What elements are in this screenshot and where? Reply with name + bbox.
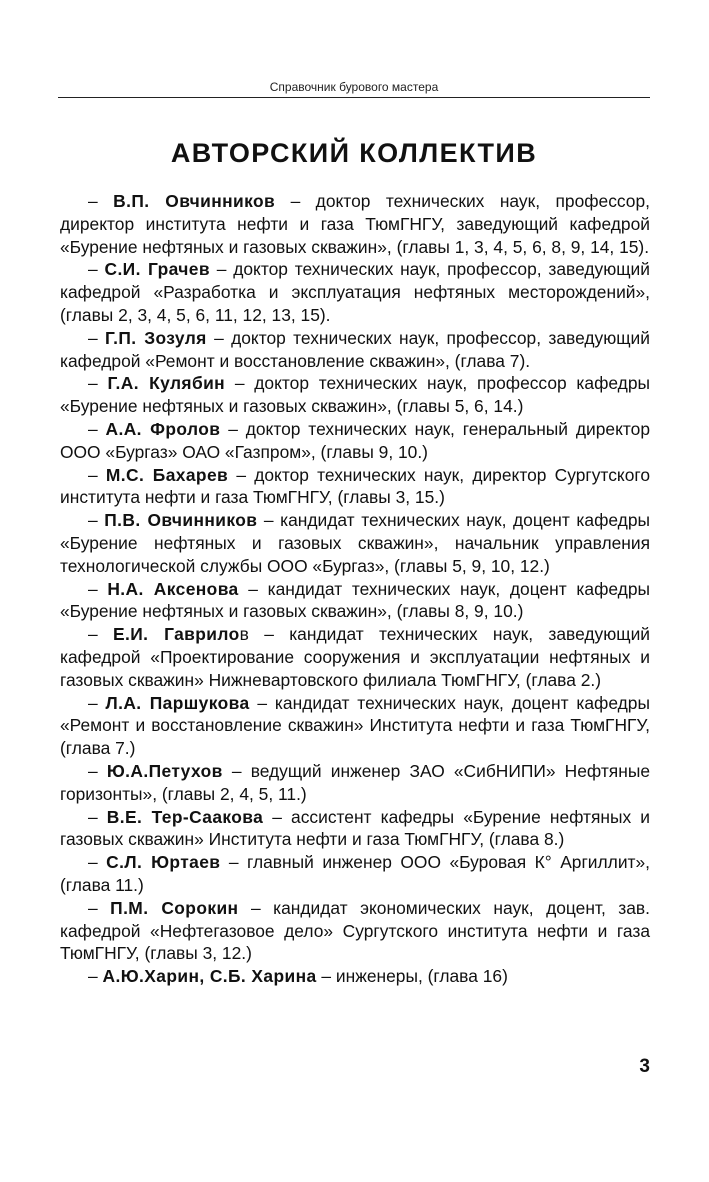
author-entry: – А.Ю.Харин, С.Б. Харина – инженеры, (глава 16) [88, 966, 508, 987]
author-description: – доктор технических наук, генеральный директор ООО «Бургаз» ОАО «Газпром», (главы 9, 10.) [60, 418, 650, 462]
author-entry: – А.А. Фролов – доктор технических наук, генеральный директор ООО «Бургаз» ОАО «Газпром», (главы 9, 10.) [60, 418, 650, 462]
page-title: АВТОРСКИЙ КОЛЛЕКТИВ [170, 138, 538, 168]
author-name: С.И. Грачев [104, 259, 210, 280]
author-entry: – Н.А. Аксенова – кандидат технических наук, доцент кафедры «Бурение нефтяных и газовых скважин», (главы 8, 9, 10.) [60, 578, 650, 622]
author-entry: – Е.И. Гаврилов – кандидат технических наук, заведующий кафедрой «Проектирование сооружения и эксплуатации нефтяных и газовых скважин» Нижневартовского филиала ТюмГНГУ, (глава 2.) [60, 624, 651, 690]
author-entry: – В.Е. Тер-Саакова – ассистент кафедры «Бурение нефтяных и газовых скважин» Института нефти и газа ТюмГНГУ, (глава 8.) [60, 806, 650, 850]
author-description: – ассистент кафедры «Бурение нефтяных и газовых скважин» Института нефти и газа ТюмГНГУ, (глава 8.) [60, 806, 650, 850]
author-name: А.А. Фролов [105, 418, 221, 439]
page-number: 3 [639, 1056, 650, 1077]
author-description: – доктор технических наук, профессор, заведующий кафедрой «Разработка и эксплуатация нефтяных месторождений», (главы 2, 3, 4, 5, 6, 11, 12, 13, 15). [60, 259, 650, 325]
author-description: – главный инженер ООО «Буровая К° Аргиллит», (глава 11.) [60, 852, 650, 895]
author-name: П.М. Сорокин [110, 897, 239, 918]
author-name: В.Е. Тер-Саакова [106, 806, 264, 827]
author-name: Л.А. Паршукова [105, 692, 250, 713]
author-entry: – Ю.А.Петухов – ведущий инженер ЗАО «СибНИПИ» Нефтяные горизонты», (главы 2, 4, 5, 11.) [60, 760, 650, 804]
author-name: С.Л. Юртаев [106, 852, 221, 873]
author-name: М.С. Бахарев [105, 464, 229, 485]
author-name: Е.И. Гаврило [113, 624, 240, 645]
author-name: Н.А. Аксенова [107, 578, 239, 599]
author-entry: – Г.А. Кулябин – доктор технических наук, профессор кафедры «Бурение нефтяных и газовых скважин», (главы 5, 6, 14.) [60, 373, 650, 417]
author-entry: – Л.А. Паршукова – кандидат технических наук, доцент кафедры «Ремонт и восстановление скважин» Института нефти и газа ТюмГНГУ, (глава 7.) [60, 692, 650, 759]
author-description: – доктор технических наук, профессор, заведующий кафедрой «Ремонт и восстановление скважин», (глава 7). [60, 327, 650, 371]
author-name: В.П. Овчинников [113, 191, 276, 211]
author-entry: – П.В. Овчинников – кандидат технических наук, доцент кафедры «Бурение нефтяных и газовых скважин», начальник управления технологической службы ООО «Бургаз», (главы 5, 9, 10, 12.) [60, 510, 650, 576]
author-entry: – П.М. Сорокин – кандидат экономических наук, доцент, зав. кафедрой «Нефтегазовое дело» Сургутского института нефти и газа ТюмГНГУ, (главы 3, 12.) [60, 897, 651, 964]
author-entry: – Г.П. Зозуля – доктор технических наук, профессор, заведующий кафедрой «Ремонт и восстановление скважин», (глава 7). [60, 327, 650, 371]
author-name: А.Ю.Харин, С.Б. Харина [102, 966, 317, 987]
author-entry: – М.С. Бахарев – доктор технических наук, директор Сургутского института нефти и газа ТюмГНГУ, (главы 3, 15.) [60, 464, 650, 508]
author-description: – доктор технических наук, профессор кафедры «Бурение нефтяных и газовых скважин», (главы 5, 6, 14.) [60, 373, 650, 417]
author-description: – инженеры, (глава 16) [316, 966, 508, 987]
author-name: Ю.А.Петухов [106, 760, 223, 781]
header-rule [58, 97, 650, 98]
author-description: – доктор технических наук, профессор, директор института нефти и газа ТюмГНГУ, заведующий кафедрой «Бурение нефтяных и газовых скважин», (главы 1, 3, 4, 5, 6, 8, 9, 14, 15). [60, 191, 650, 257]
author-description: – кандидат экономических наук, доцент, зав. кафедрой «Нефтегазовое дело» Сургутского института нефти и газа ТюмГНГУ, (главы 3, 12.) [60, 897, 651, 964]
author-description: – кандидат технических наук, доцент кафедры «Ремонт и восстановление скважин» Института нефти и газа ТюмГНГУ, (глава 7.) [60, 692, 650, 759]
author-entry: – В.П. Овчинников – доктор технических наук, профессор, директор института нефти и газа ТюмГНГУ, заведующий кафедрой «Бурение нефтяных и газовых скважин», (главы 1, 3, 4, 5, 6, 8, 9, 14, 15). [60, 191, 650, 257]
author-name: Г.П. Зозуля [105, 327, 207, 348]
author-description: – ведущий инженер ЗАО «СибНИПИ» Нефтяные горизонты», (главы 2, 4, 5, 11.) [60, 760, 650, 804]
author-name: Г.А. Кулябин [107, 373, 226, 394]
author-name: П.В. Овчинников [104, 510, 258, 531]
author-description: – кандидат технических наук, доцент кафедры «Бурение нефтяных и газовых скважин», начальник управления технологической службы ООО «Бургаз», (главы 5, 9, 10, 12.) [60, 510, 650, 576]
author-entry: – С.Л. Юртаев – главный инженер ООО «Буровая К° Аргиллит», (глава 11.) [60, 852, 650, 895]
author-description: – доктор технических наук, директор Сургутского института нефти и газа ТюмГНГУ, (главы 3, 15.) [60, 464, 650, 508]
authors-list [60, 190, 650, 988]
running-head: Справочник бурового мастера [269, 80, 439, 94]
author-description: – кандидат технических наук, доцент кафедры «Бурение нефтяных и газовых скважин», (главы 8, 9, 10.) [60, 578, 650, 622]
author-description: в – кандидат технических наук, заведующий кафедрой «Проектирование сооружения и эксплуатации нефтяных и газовых скважин» Нижневартовского филиала ТюмГНГУ, (глава 2.) [60, 624, 651, 690]
author-entry: – С.И. Грачев – доктор технических наук, профессор, заведующий кафедрой «Разработка и эксплуатация нефтяных месторождений», (главы 2, 3, 4, 5, 6, 11, 12, 13, 15). [60, 259, 650, 325]
